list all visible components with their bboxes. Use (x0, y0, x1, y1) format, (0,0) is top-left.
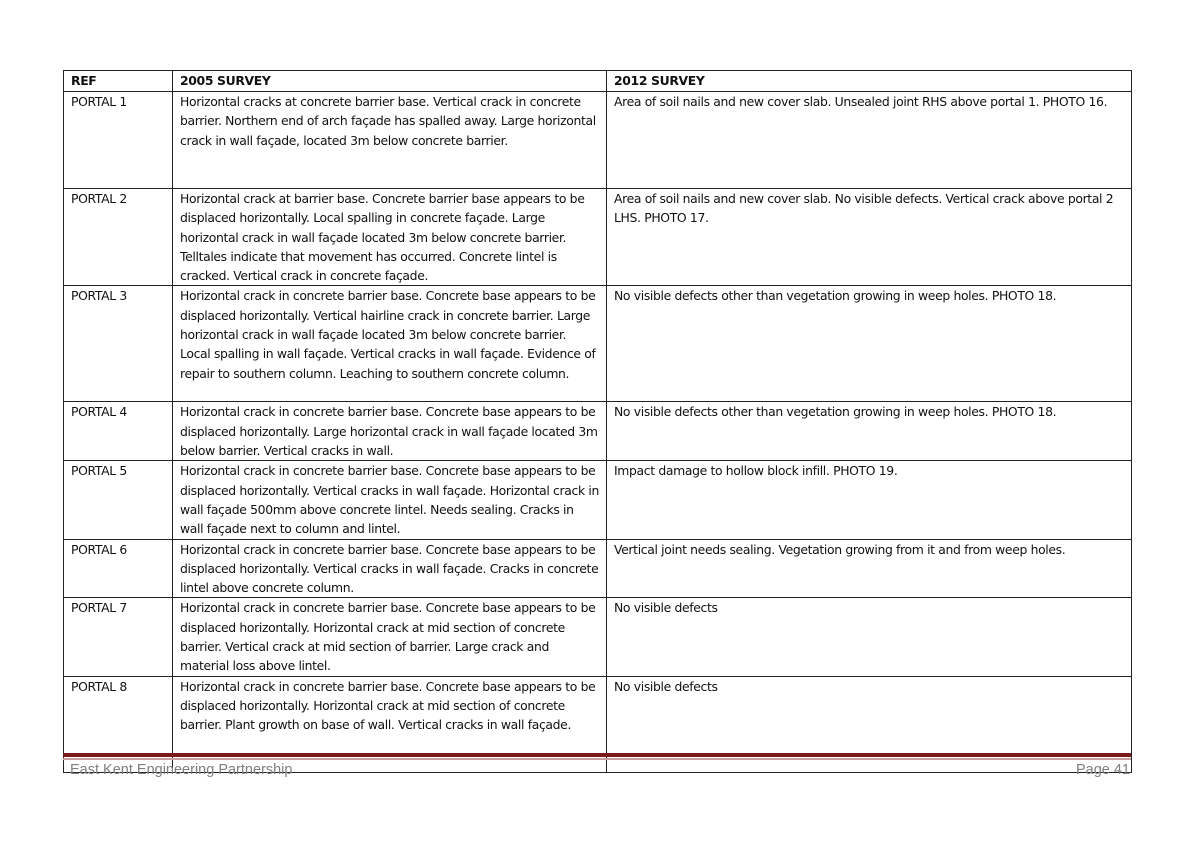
footer-organisation: East Kent Engineering Partnership (70, 762, 293, 778)
survey-2005-cell: Horizontal crack in concrete barrier base. Concrete base appears to be displaced horizontally. Large horizontal crack in wall façade located 3m below barrier. Vertical cracks in wall. (173, 402, 607, 461)
ref-cell: PORTAL 4 (64, 402, 173, 461)
survey-2005-cell: Horizontal crack in concrete barrier base. Concrete base appears to be displaced horizontally. Vertical cracks in wall façade. Horizontal crack in wall façade 500mm above concrete lintel. Needs sealing. Cracks in wall façade next to column and lintel. (173, 461, 607, 539)
survey-2012-cell: Area of soil nails and new cover slab. No visible defects. Vertical crack above portal 2 LHS. PHOTO 17. (607, 189, 1132, 286)
survey-2005-cell: Horizontal crack in concrete barrier base. Concrete base appears to be displaced horizontally. Horizontal crack at mid section of concrete barrier. Vertical crack at mid section of barrier. Large crack and material loss above lintel. (173, 598, 607, 676)
survey-2012-cell: No visible defects other than vegetation growing in weep holes. PHOTO 18. (607, 402, 1132, 461)
survey-2005-cell: Horizontal crack in concrete barrier base. Concrete base appears to be displaced horizontally. Vertical cracks in wall façade. Cracks in concrete lintel above concrete column. (173, 539, 607, 598)
table-row (64, 598, 1132, 676)
ref-cell: PORTAL 3 (64, 286, 173, 402)
survey-table (63, 70, 1132, 773)
table-row (64, 286, 1132, 402)
survey-2012-cell: No visible defects (607, 598, 1132, 676)
survey-2012-cell: Impact damage to hollow block infill. PHOTO 19. (607, 461, 1132, 539)
survey-2012-cell: No visible defects (607, 676, 1132, 772)
ref-cell: PORTAL 7 (64, 598, 173, 676)
ref-cell: PORTAL 6 (64, 539, 173, 598)
header-ref: REF (64, 71, 173, 92)
table-row (64, 189, 1132, 286)
table-row (64, 539, 1132, 598)
ref-cell: PORTAL 5 (64, 461, 173, 539)
header-2012-survey: 2012 SURVEY (607, 71, 1132, 92)
survey-2005-cell: Horizontal crack in concrete barrier base. Concrete base appears to be displaced horizontally. Vertical hairline crack in concrete barrier. Large horizontal crack in wall façade located 3m below concrete barrier. Local spalling in wall façade. Vertical cracks in wall façade. Evidence of repair to southern column. Leaching to southern concrete column. (173, 286, 607, 402)
header-2005-survey: 2005 SURVEY (173, 71, 607, 92)
survey-2005-cell: Horizontal cracks at concrete barrier base. Vertical crack in concrete barrier. Northern end of arch façade has spalled away. Large horizontal crack in wall façade, located 3m below concrete barrier. (173, 92, 607, 189)
survey-2012-cell: No visible defects other than vegetation growing in weep holes. PHOTO 18. (607, 286, 1132, 402)
footer-rule-light (63, 758, 1131, 760)
ref-cell: PORTAL 8 (64, 676, 173, 772)
footer-page-number: Page 41 (1075, 762, 1130, 778)
table-header-row (64, 71, 1132, 92)
survey-2012-cell: Area of soil nails and new cover slab. Unsealed joint RHS above portal 1. PHOTO 16. (607, 92, 1132, 189)
survey-2005-cell: Horizontal crack at barrier base. Concrete barrier base appears to be displaced horizontally. Local spalling in concrete façade. Large horizontal crack in wall façade located 3m below concrete barrier. Telltales indicate that movement has occurred. Concrete lintel is cracked. Vertical crack in concrete façade. (173, 189, 607, 286)
table-row (64, 402, 1132, 461)
survey-2012-cell: Vertical joint needs sealing. Vegetation growing from it and from weep holes. (607, 539, 1132, 598)
survey-2005-cell: Horizontal crack in concrete barrier base. Concrete base appears to be displaced horizontally. Horizontal crack at mid section of concrete barrier. Plant growth on base of wall. Vertical cracks in wall façade. (173, 676, 607, 772)
table-row (64, 461, 1132, 539)
ref-cell: PORTAL 2 (64, 189, 173, 286)
ref-cell: PORTAL 1 (64, 92, 173, 189)
table-row (64, 92, 1132, 189)
footer-rule-dark (63, 753, 1131, 757)
